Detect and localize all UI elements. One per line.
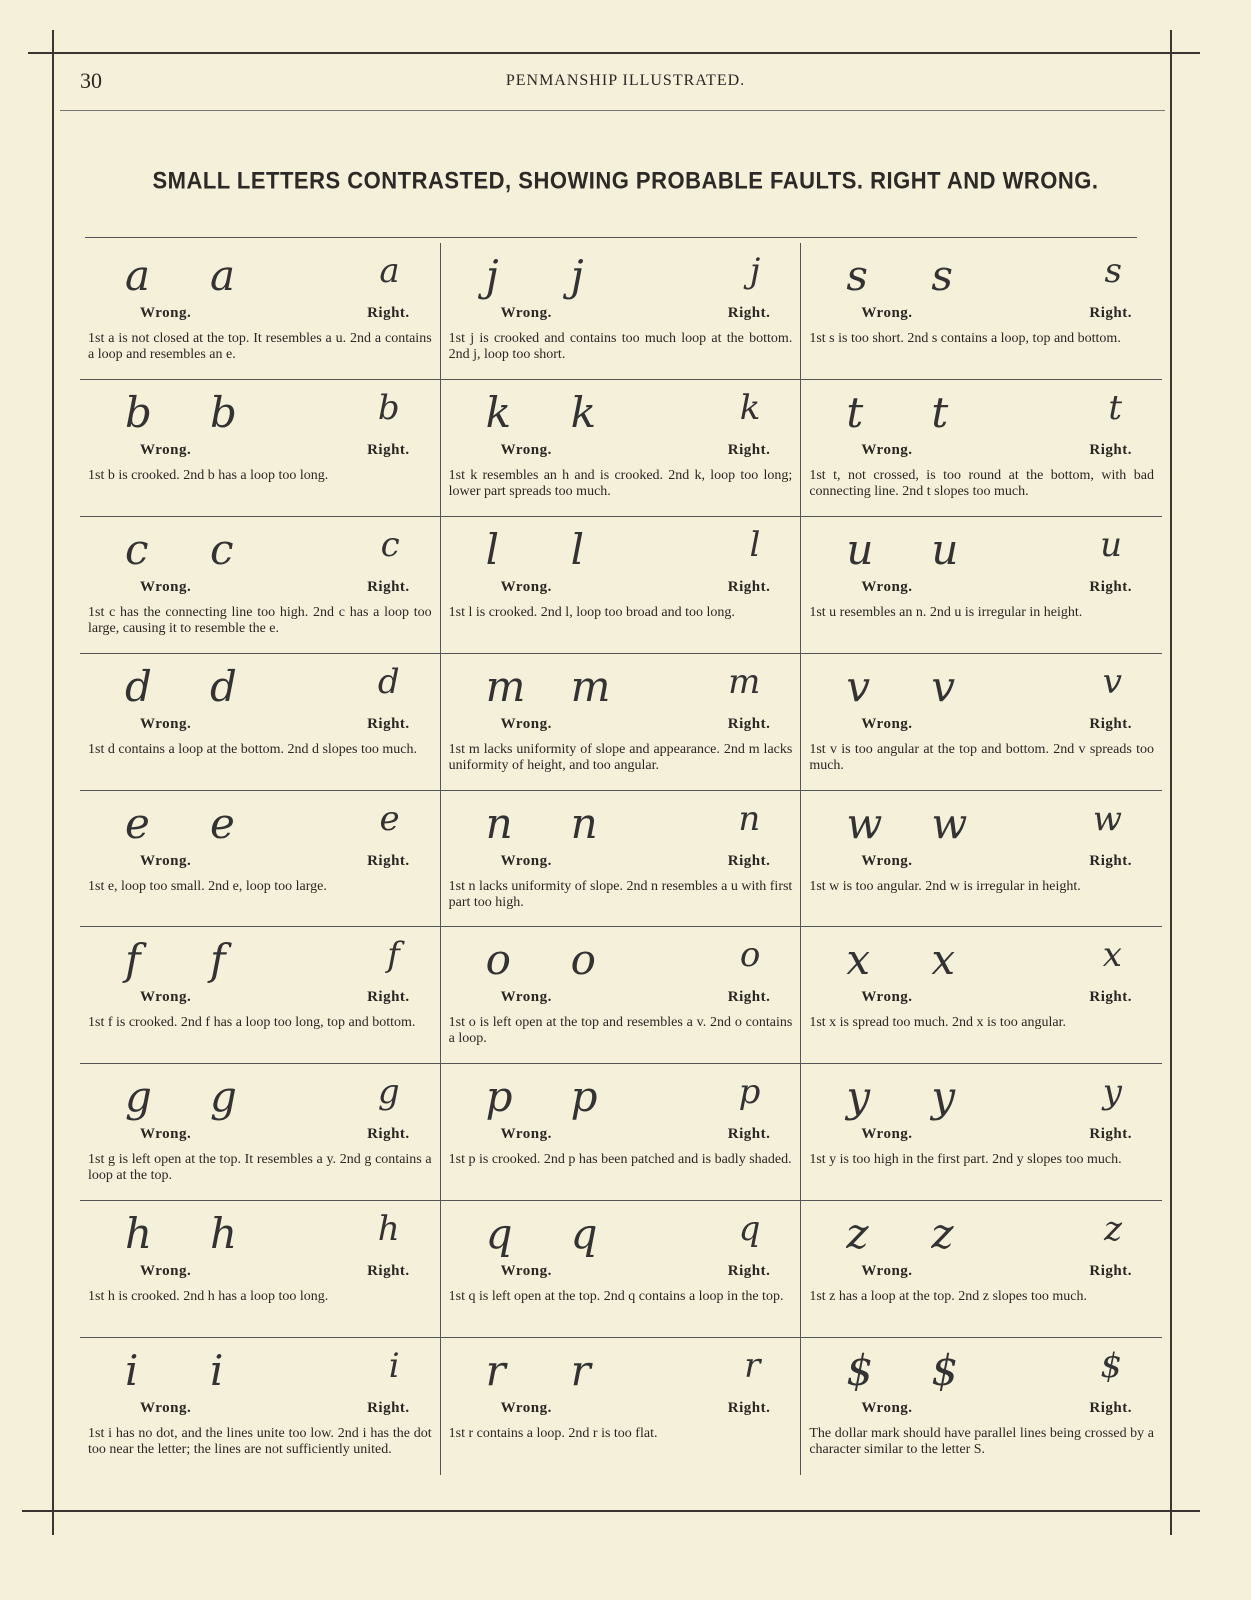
- wrong-example-1: t: [846, 387, 864, 437]
- wrong-example-2: q: [570, 1209, 598, 1259]
- right-label: Right.: [727, 578, 771, 595]
- right-example: u: [1100, 524, 1122, 565]
- letter-cell-q: [441, 1201, 802, 1338]
- letter-cell-o: [441, 927, 802, 1064]
- wrong-example-2: i: [210, 1346, 224, 1396]
- letter-cell-r: [441, 1338, 802, 1475]
- right-label: Right.: [367, 852, 410, 869]
- wrong-example-2: h: [210, 1209, 238, 1259]
- fault-caption: 1st j is crooked and contains too much loop at the bottom. 2nd j, loop too short.: [448, 331, 793, 362]
- wrong-example-1: k: [485, 387, 512, 437]
- wrong-example-2: o: [570, 935, 596, 985]
- letter-cell-s: [801, 243, 1162, 380]
- wrong-example-2: m: [570, 661, 611, 711]
- right-example: e: [379, 798, 400, 839]
- letter-cell-e: [80, 791, 441, 928]
- letter-cell-v: [801, 654, 1162, 791]
- letter-cell-t: [801, 380, 1162, 517]
- fault-caption: 1st l is crooked. 2nd l, loop too broad and too long.: [448, 604, 735, 620]
- right-label: Right.: [1089, 578, 1132, 595]
- fault-caption: 1st f is crooked. 2nd f has a loop too long, top and bottom.: [88, 1015, 416, 1031]
- border-right: [1170, 30, 1172, 1535]
- right-example: r: [744, 1346, 761, 1387]
- wrong-example-1: z: [846, 1209, 869, 1259]
- wrong-label: Wrong.: [861, 989, 913, 1006]
- right-example: h: [377, 1209, 400, 1250]
- wrong-example-2: p: [570, 1072, 598, 1122]
- letter-cell-d: [80, 654, 441, 791]
- fault-caption: 1st x is spread too much. 2nd x is too angular.: [809, 1015, 1066, 1031]
- fault-caption: The dollar mark should have parallel lines being crossed by a character similar to the letter S.: [809, 1426, 1154, 1458]
- wrong-example-2: l: [570, 524, 585, 574]
- wrong-example-1: m: [485, 661, 526, 711]
- fault-caption: 1st o is left open at the top and resembles a v. 2nd o contains a loop.: [448, 1015, 793, 1047]
- right-label: Right.: [367, 1263, 410, 1280]
- right-example: o: [739, 935, 761, 976]
- wrong-example-1: v: [846, 661, 871, 711]
- right-label: Right.: [727, 1400, 771, 1417]
- wrong-label: Wrong.: [861, 1263, 913, 1280]
- right-example: m: [728, 661, 761, 702]
- header-rule: [60, 110, 1165, 111]
- fault-caption: 1st r contains a loop. 2nd r is too flat.: [448, 1426, 658, 1442]
- fault-caption: 1st p is crooked. 2nd p has been patched and is badly shaded.: [448, 1152, 792, 1168]
- right-label: Right.: [727, 305, 771, 321]
- wrong-label: Wrong.: [140, 578, 192, 595]
- right-example: q: [738, 1209, 761, 1250]
- letter-cell-a: [80, 243, 441, 380]
- wrong-example-2: u: [931, 524, 959, 574]
- wrong-example-1: q: [485, 1209, 513, 1259]
- fault-caption: 1st m lacks uniformity of slope and appearance. 2nd m lacks uniformity of height, and too angular.: [448, 741, 793, 773]
- letter-cell-z: [801, 1201, 1162, 1338]
- wrong-example-1: a: [125, 251, 151, 300]
- fault-caption: 1st k resembles an h and is crooked. 2nd k, loop too long; lower part spreads too much.: [448, 467, 793, 499]
- wrong-label: Wrong.: [861, 715, 913, 732]
- wrong-example-2: j: [570, 251, 584, 300]
- wrong-example-1: y: [846, 1072, 871, 1122]
- letter-cell-w: [801, 791, 1162, 928]
- letter-cell-j: [441, 243, 802, 380]
- wrong-label: Wrong.: [500, 1400, 552, 1417]
- wrong-example-2: c: [210, 524, 234, 574]
- wrong-label: Wrong.: [140, 989, 192, 1006]
- fault-caption: 1st n lacks uniformity of slope. 2nd n resembles a u with first part too high.: [448, 878, 793, 910]
- right-label: Right.: [1089, 1263, 1132, 1280]
- fault-caption: 1st y is too high in the first part. 2nd y slopes too much.: [809, 1152, 1122, 1168]
- right-label: Right.: [367, 305, 410, 321]
- wrong-label: Wrong.: [861, 852, 913, 869]
- right-label: Right.: [1089, 852, 1132, 869]
- wrong-label: Wrong.: [500, 578, 552, 595]
- letter-cell-b: [80, 380, 441, 517]
- right-label: Right.: [1089, 441, 1132, 458]
- wrong-label: Wrong.: [500, 305, 552, 321]
- wrong-example-1: g: [125, 1072, 152, 1122]
- wrong-example-2: v: [931, 661, 956, 711]
- right-example: y: [1102, 1072, 1122, 1113]
- right-label: Right.: [367, 578, 410, 595]
- border-top: [28, 52, 1200, 54]
- wrong-label: Wrong.: [500, 1263, 552, 1280]
- right-label: Right.: [367, 1126, 410, 1143]
- right-example: a: [379, 251, 400, 291]
- wrong-label: Wrong.: [861, 441, 913, 458]
- right-example: l: [749, 524, 761, 565]
- wrong-label: Wrong.: [861, 305, 913, 321]
- right-example: j: [749, 251, 761, 291]
- right-label: Right.: [367, 989, 410, 1006]
- right-label: Right.: [367, 441, 410, 458]
- right-example: t: [1108, 387, 1122, 428]
- right-example: d: [377, 661, 400, 702]
- wrong-example-2: x: [931, 935, 956, 985]
- right-example: p: [738, 1072, 761, 1113]
- border-left: [52, 30, 54, 1535]
- right-example: x: [1102, 935, 1122, 976]
- fault-caption: 1st i has no dot, and the lines unite too low. 2nd i has the dot too near the letter; the lines are not sufficiently united.: [88, 1426, 432, 1458]
- fault-caption: 1st g is left open at the top. It resembles a y. 2nd g contains a loop at the top.: [88, 1152, 432, 1184]
- wrong-example-2: f: [210, 935, 226, 985]
- wrong-example-2: $: [931, 1346, 959, 1396]
- right-label: Right.: [727, 1126, 771, 1143]
- right-label: Right.: [367, 715, 410, 732]
- right-label: Right.: [1089, 305, 1132, 321]
- fault-caption: 1st h is crooked. 2nd h has a loop too long.: [88, 1289, 329, 1305]
- wrong-example-2: t: [931, 387, 949, 437]
- wrong-example-1: f: [125, 935, 141, 985]
- fault-caption: 1st q is left open at the top. 2nd q contains a loop in the top.: [448, 1289, 784, 1305]
- wrong-example-2: z: [931, 1209, 954, 1259]
- right-example: g: [377, 1072, 400, 1113]
- wrong-label: Wrong.: [861, 578, 913, 595]
- wrong-label: Wrong.: [140, 441, 192, 458]
- right-label: Right.: [1089, 1400, 1132, 1417]
- right-example: w: [1092, 798, 1122, 839]
- wrong-label: Wrong.: [140, 305, 192, 321]
- wrong-label: Wrong.: [500, 989, 552, 1006]
- letter-cell-dollar: [801, 1338, 1162, 1475]
- wrong-label: Wrong.: [861, 1126, 913, 1143]
- wrong-example-1: e: [125, 798, 150, 848]
- wrong-example-2: w: [931, 798, 968, 848]
- letter-cell-g: [80, 1064, 441, 1201]
- letter-cell-f: [80, 927, 441, 1064]
- letter-cell-p: [441, 1064, 802, 1201]
- fault-caption: 1st u resembles an n. 2nd u is irregular in height.: [809, 604, 1083, 620]
- wrong-example-1: $: [846, 1346, 874, 1396]
- right-example: n: [738, 798, 761, 839]
- wrong-example-2: s: [931, 251, 953, 300]
- fault-caption: 1st a is not closed at the top. It resembles a u. 2nd a contains a loop and resembles an e.: [88, 331, 432, 362]
- wrong-example-2: g: [210, 1072, 237, 1122]
- wrong-label: Wrong.: [500, 1126, 552, 1143]
- letter-cell-l: [441, 517, 802, 654]
- wrong-example-1: s: [846, 251, 868, 300]
- right-label: Right.: [727, 852, 771, 869]
- wrong-example-1: d: [125, 661, 152, 711]
- wrong-example-1: l: [485, 524, 500, 574]
- wrong-example-1: n: [485, 798, 513, 848]
- wrong-example-1: u: [846, 524, 874, 574]
- wrong-example-2: b: [210, 387, 237, 437]
- fault-caption: 1st d contains a loop at the bottom. 2nd d slopes too much.: [88, 741, 417, 757]
- fault-caption: 1st t, not crossed, is too round at the bottom, with bad connecting line. 2nd t slopes too much.: [809, 467, 1154, 499]
- right-example: b: [377, 387, 400, 428]
- wrong-example-1: i: [125, 1346, 139, 1396]
- page-title: SMALL LETTERS CONTRASTED, SHOWING PROBABLE FAULTS. RIGHT AND WRONG.: [152, 166, 1099, 195]
- right-label: Right.: [1089, 1126, 1132, 1143]
- fault-caption: 1st z has a loop at the top. 2nd z slopes too much.: [809, 1289, 1087, 1305]
- running-title: PENMANSHIP ILLUSTRATED.: [505, 72, 746, 89]
- right-example: k: [739, 387, 761, 428]
- letters-grid: [80, 243, 1162, 1475]
- letter-cell-x: [801, 927, 1162, 1064]
- wrong-example-2: e: [210, 798, 235, 848]
- wrong-label: Wrong.: [140, 1400, 192, 1417]
- wrong-example-1: c: [125, 524, 149, 574]
- wrong-example-2: a: [210, 251, 236, 300]
- letter-cell-y: [801, 1064, 1162, 1201]
- wrong-example-1: r: [485, 1346, 506, 1396]
- letter-cell-m: [441, 654, 802, 791]
- wrong-label: Wrong.: [140, 715, 192, 732]
- wrong-example-1: o: [485, 935, 511, 985]
- right-example: c: [380, 524, 400, 565]
- right-example: i: [388, 1346, 400, 1387]
- letter-cell-k: [441, 380, 802, 517]
- letter-cell-h: [80, 1201, 441, 1338]
- wrong-label: Wrong.: [861, 1400, 913, 1417]
- border-bottom: [22, 1510, 1200, 1512]
- fault-caption: 1st s is too short. 2nd s contains a loop, top and bottom.: [809, 331, 1121, 346]
- right-label: Right.: [367, 1400, 410, 1417]
- page-number: 30: [80, 68, 102, 93]
- wrong-example-2: r: [570, 1346, 591, 1396]
- wrong-label: Wrong.: [500, 441, 552, 458]
- wrong-example-2: n: [570, 798, 598, 848]
- grid-top-rule: [85, 237, 1137, 238]
- right-example: v: [1102, 661, 1122, 702]
- letter-cell-n: [441, 791, 802, 928]
- right-label: Right.: [1089, 989, 1132, 1006]
- wrong-label: Wrong.: [500, 715, 552, 732]
- right-example: $: [1100, 1346, 1122, 1387]
- wrong-example-2: y: [931, 1072, 956, 1122]
- fault-caption: 1st e, loop too small. 2nd e, loop too large.: [88, 878, 327, 894]
- wrong-example-1: p: [485, 1072, 513, 1122]
- wrong-label: Wrong.: [500, 852, 552, 869]
- right-label: Right.: [727, 1263, 771, 1280]
- letter-cell-i: [80, 1338, 441, 1475]
- right-label: Right.: [727, 441, 771, 458]
- wrong-example-1: x: [846, 935, 871, 985]
- fault-caption: 1st c has the connecting line too high. 2nd c has a loop too large, causing it to resemble the e.: [88, 604, 432, 636]
- letter-cell-c: [80, 517, 441, 654]
- wrong-example-1: h: [125, 1209, 153, 1259]
- fault-caption: 1st b is crooked. 2nd b has a loop too long.: [88, 467, 329, 483]
- right-example: f: [387, 935, 400, 976]
- letter-cell-u: [801, 517, 1162, 654]
- wrong-example-1: b: [125, 387, 152, 437]
- right-label: Right.: [1089, 715, 1132, 732]
- fault-caption: 1st w is too angular. 2nd w is irregular in height.: [809, 878, 1081, 894]
- right-example: z: [1104, 1209, 1122, 1250]
- right-example: s: [1104, 251, 1122, 291]
- right-label: Right.: [727, 715, 771, 732]
- wrong-label: Wrong.: [140, 852, 192, 869]
- wrong-example-2: d: [210, 661, 237, 711]
- right-label: Right.: [727, 989, 771, 1006]
- wrong-label: Wrong.: [140, 1263, 192, 1280]
- fault-caption: 1st v is too angular at the top and bottom. 2nd v spreads too much.: [809, 741, 1154, 773]
- wrong-label: Wrong.: [140, 1126, 192, 1143]
- wrong-example-1: j: [485, 251, 499, 300]
- wrong-example-2: k: [570, 387, 597, 437]
- wrong-example-1: w: [846, 798, 883, 848]
